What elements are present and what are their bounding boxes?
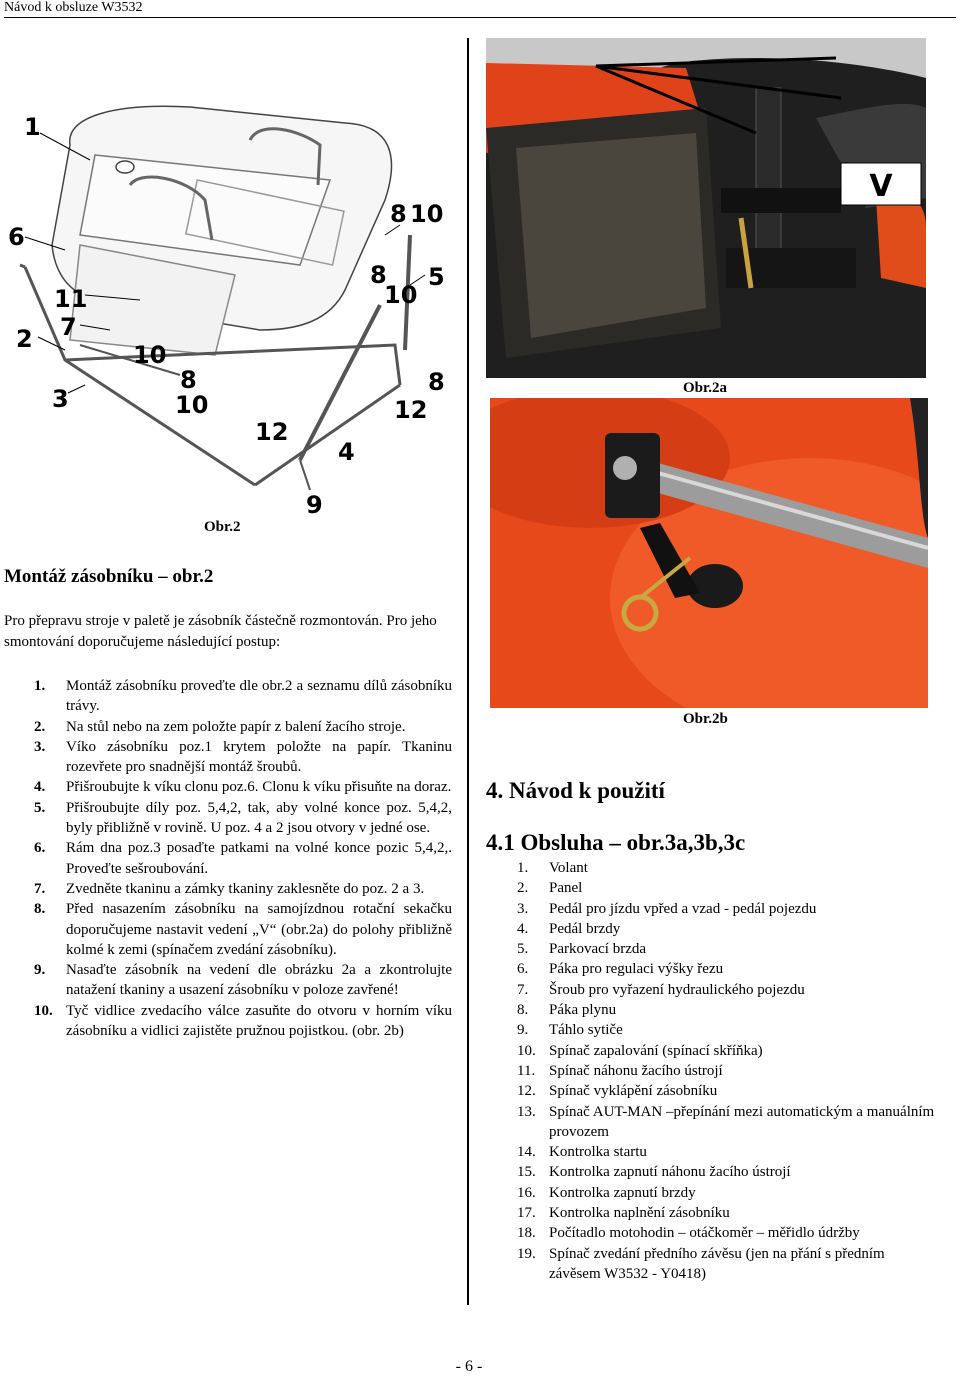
list-item bbox=[486, 899, 936, 919]
list-item bbox=[486, 1183, 936, 1203]
control-number: 5. bbox=[517, 941, 529, 958]
figure-obr2a-caption: Obr.2a bbox=[683, 380, 728, 396]
control-number: 1. bbox=[517, 860, 529, 876]
callout-label: 9 bbox=[306, 491, 323, 519]
operation-heading: 4.1 Obsluha – obr.3a,3b,3c bbox=[486, 830, 746, 855]
callout-label: 10 bbox=[384, 281, 418, 309]
list-item bbox=[486, 1142, 936, 1162]
step-text: Tyč vidlice zvedacího válce zasuňte do otvoru v horním víku zásobníku a vidlici zajistěte pružnou pojistkou. (obr. 2b) bbox=[66, 1002, 452, 1040]
list-item bbox=[486, 1061, 936, 1081]
list-item bbox=[486, 1000, 936, 1020]
control-number: 17. bbox=[517, 1205, 536, 1222]
control-text: Spínač AUT-MAN –přepínání mezi automatickým a manuálním provozem bbox=[549, 1103, 935, 1140]
callout-label: 8 bbox=[428, 368, 445, 396]
assembly-steps bbox=[4, 676, 452, 1041]
list-item bbox=[486, 1162, 936, 1182]
step-text: Přišroubujte díly poz. 5,4,2, tak, aby volné konce poz. 5,4,2, byly přibližně v rovině. U poz. 4 a 2 jsou otvory v jedné ose. bbox=[66, 799, 452, 837]
list-item bbox=[486, 858, 936, 878]
control-text: Spínač vyklápění zásobníku bbox=[549, 1083, 718, 1100]
step-number: 10. bbox=[34, 1002, 53, 1019]
control-text: Počítadlo motohodin – otáčkoměr – měřidlo údržby bbox=[549, 1225, 860, 1242]
step-number: 9. bbox=[34, 962, 46, 979]
list-item bbox=[486, 1102, 936, 1143]
figure-obr2a-label: V bbox=[869, 169, 893, 204]
list-item bbox=[4, 1001, 452, 1042]
list-item bbox=[486, 939, 936, 959]
callout-label: 10 bbox=[175, 391, 209, 419]
control-number: 6. bbox=[517, 961, 529, 978]
assembly-intro: Pro přepravu stroje v paletě je zásobník částečně rozmontován. Pro jeho smontování doporučujeme následující postup: bbox=[4, 613, 437, 650]
control-text: Parkovací brzda bbox=[549, 941, 647, 958]
callout-label: 6 bbox=[8, 223, 25, 251]
control-text: Kontrolka startu bbox=[549, 1144, 647, 1161]
callout-label: 8 bbox=[390, 200, 407, 228]
control-number: 4. bbox=[517, 920, 529, 937]
control-number: 14. bbox=[517, 1144, 536, 1161]
step-number: 1. bbox=[34, 678, 46, 694]
control-number: 13. bbox=[517, 1103, 536, 1120]
control-number: 10. bbox=[517, 1042, 536, 1059]
list-item bbox=[486, 980, 936, 1000]
list-item bbox=[486, 1223, 936, 1243]
list-item bbox=[4, 960, 452, 1001]
step-text: Montáž zásobníku proveďte dle obr.2 a seznamu dílů zásobníku trávy. bbox=[66, 678, 452, 715]
header-title: Návod k obsluze W3532 bbox=[4, 0, 143, 15]
step-text: Přišroubujte k víku clonu poz.6. Clonu k víku přisuňte na doraz. bbox=[66, 779, 452, 796]
control-number: 16. bbox=[517, 1184, 536, 1201]
assembly-heading: Montáž zásobníku – obr.2 bbox=[4, 566, 214, 587]
callout-label: 7 bbox=[60, 313, 77, 341]
list-item bbox=[486, 959, 936, 979]
list-item bbox=[486, 1244, 936, 1285]
control-number: 3. bbox=[517, 900, 529, 917]
step-number: 3. bbox=[34, 738, 46, 755]
step-number: 6. bbox=[34, 840, 46, 857]
control-number: 11. bbox=[517, 1062, 536, 1079]
page-header bbox=[4, 0, 956, 18]
figure-obr2-drawing bbox=[0, 85, 470, 525]
control-text: Páka plynu bbox=[549, 1002, 617, 1019]
control-text: Páka pro regulaci výšky řezu bbox=[549, 961, 724, 978]
step-text: Na stůl nebo na zem položte papír z balení žacího stroje. bbox=[66, 718, 406, 735]
step-number: 7. bbox=[34, 880, 46, 897]
list-item bbox=[486, 1020, 936, 1040]
page-number: - 6 - bbox=[455, 1358, 483, 1375]
callout-label: 10 bbox=[133, 341, 167, 369]
control-number: 8. bbox=[517, 1002, 529, 1019]
list-item bbox=[486, 1041, 936, 1061]
control-text: Kontrolka naplnění zásobníku bbox=[549, 1205, 730, 1222]
callout-label: 3 bbox=[52, 385, 69, 413]
control-number: 7. bbox=[517, 981, 529, 998]
step-text: Zvedněte tkaninu a zámky tkaniny zaklesněte do poz. 2 a 3. bbox=[66, 880, 425, 897]
list-item bbox=[486, 1203, 936, 1223]
callout-label: 2 bbox=[16, 325, 33, 353]
controls-list bbox=[486, 858, 936, 1284]
list-item bbox=[4, 777, 452, 797]
figure-obr2b-caption: Obr.2b bbox=[683, 711, 728, 727]
control-number: 15. bbox=[517, 1164, 536, 1181]
usage-heading: 4. Návod k použití bbox=[486, 778, 665, 803]
list-item bbox=[486, 919, 936, 939]
figure-obr2-caption: Obr.2 bbox=[204, 519, 241, 535]
figure-obr2a-photo bbox=[486, 38, 926, 378]
step-text: Nasaďte zásobník na vedení dle obrázku 2a a zkontrolujte natažení tkaniny a usazení zásobníku v poloze zavřené! bbox=[66, 962, 452, 999]
callout-label: 8 bbox=[180, 366, 197, 394]
control-text: Panel bbox=[549, 880, 583, 897]
callout-label: 8 bbox=[370, 261, 387, 289]
list-item bbox=[4, 737, 452, 778]
control-text: Volant bbox=[549, 860, 588, 876]
callout-label: 1 bbox=[24, 113, 41, 141]
step-text: Rám dna poz.3 posaďte patkami na volné konce pozic 5,4,2,. Proveďte sešroubování. bbox=[66, 840, 452, 877]
control-text: Kontrolka zapnutí brzdy bbox=[549, 1184, 696, 1201]
list-item bbox=[4, 879, 452, 899]
step-number: 8. bbox=[34, 901, 46, 918]
list-item bbox=[4, 798, 452, 839]
callout-label: 11 bbox=[54, 285, 88, 313]
callout-label: 5 bbox=[428, 263, 445, 291]
control-number: 9. bbox=[517, 1022, 529, 1039]
control-number: 2. bbox=[517, 880, 529, 897]
control-number: 18. bbox=[517, 1225, 536, 1242]
control-text: Táhlo sytiče bbox=[549, 1022, 623, 1039]
list-item bbox=[4, 717, 452, 737]
control-text: Spínač zapalování (spínací skříňka) bbox=[549, 1042, 763, 1059]
callout-label: 4 bbox=[338, 438, 355, 466]
figure-obr2b-photo bbox=[490, 398, 928, 708]
list-item bbox=[4, 899, 452, 960]
list-item bbox=[486, 1081, 936, 1101]
callout-label: 12 bbox=[394, 396, 428, 424]
list-item bbox=[4, 676, 452, 717]
step-text: Víko zásobníku poz.1 krytem položte na papír. Tkaninu rozevřete pro snadnější montáž šroubů. bbox=[66, 738, 452, 776]
control-text: Pedál pro jízdu vpřed a vzad - pedál pojezdu bbox=[549, 900, 817, 917]
step-text: Před nasazením zásobníku na samojízdnou rotační sekačku doporučujeme nastavit vedení „V“ (obr.2a) do polohy přibližně kolmé k zemi (spínačem zvedání zásobníku). bbox=[66, 901, 452, 958]
control-text: Spínač náhonu žacího ústrojí bbox=[549, 1062, 723, 1079]
control-number: 19. bbox=[517, 1245, 536, 1262]
control-text: Pedál brzdy bbox=[549, 920, 621, 937]
callout-label: 12 bbox=[255, 418, 289, 446]
callout-label: 10 bbox=[410, 200, 444, 228]
step-number: 2. bbox=[34, 718, 46, 735]
control-number: 12. bbox=[517, 1083, 536, 1100]
step-number: 4. bbox=[34, 779, 46, 796]
step-number: 5. bbox=[34, 799, 46, 816]
control-text: Kontrolka zapnutí náhonu žacího ústrojí bbox=[549, 1164, 791, 1181]
list-item bbox=[486, 878, 936, 898]
control-text: Spínač zvedání předního závěsu (jen na přání s předním závěsem W3532 - Y0418) bbox=[549, 1245, 885, 1282]
control-text: Šroub pro vyřazení hydraulického pojezdu bbox=[549, 981, 805, 998]
list-item bbox=[4, 838, 452, 879]
